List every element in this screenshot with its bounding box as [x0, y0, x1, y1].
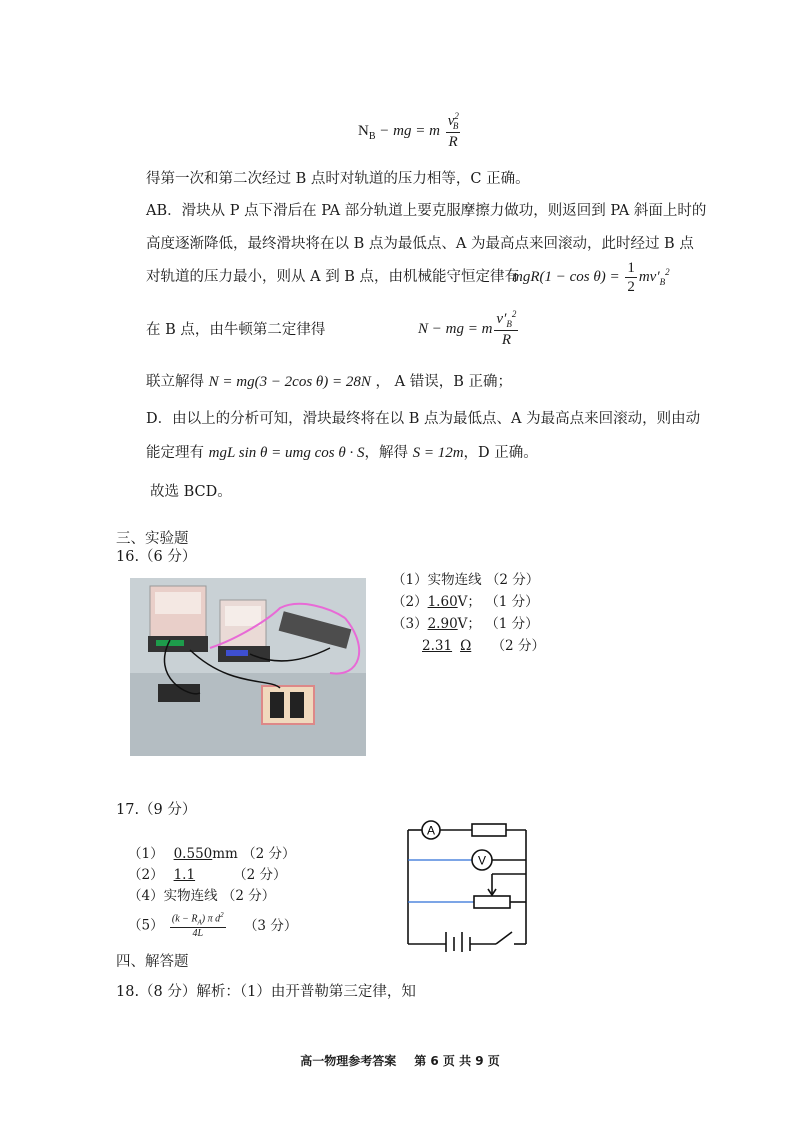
q17-answer-1: （1） 0.550mm （2 分）	[128, 846, 296, 862]
q17-answer-2: （2） 1.1 （2 分）	[128, 867, 287, 883]
section-3-heading: 三、实验题	[116, 531, 189, 547]
q16-answer-2: （2）1.60V； （1 分）	[392, 594, 539, 610]
line-9: 故选 BCD。	[150, 484, 232, 500]
q17-title: 17.（9 分）	[116, 802, 197, 818]
voltmeter-label: V	[477, 853, 487, 868]
line-8: 能定理有 mgL sin θ = umg cos θ · S，解得 S = 12m，D 正确。	[146, 445, 538, 461]
page-footer: 高一物理参考答案 第 6 页 共 9 页	[300, 1054, 500, 1068]
q16-answer-3: （3）2.90V； （1 分）	[392, 616, 539, 632]
ammeter-label: A	[426, 823, 436, 838]
section-4-heading: 四、解答题	[116, 954, 189, 970]
q16-answer-1: （1）实物连线 （2 分）	[392, 572, 540, 588]
line-7: D．由以上的分析可知，滑块最终将在以 B 点为最低点、A 为最高点来回滚动，则由动	[146, 411, 701, 427]
line-4: 对轨道的压力最小，则从 A 到 B 点，由机械能守恒定律有	[146, 269, 520, 285]
experiment-photo	[130, 578, 366, 756]
circuit-diagram	[400, 816, 536, 952]
q16-answer-4: 2.31 Ω （2 分）	[422, 638, 545, 654]
line-2: AB．滑块从 P 点下滑后在 PA 部分轨道上要克服摩擦力做功，则返回到 PA 斜面上时的	[146, 203, 707, 219]
line-1: 得第一次和第二次经过 B 点时对轨道的压力相等，C 正确。	[146, 171, 530, 187]
equation-top: $N_B$ − mg = m $\frac{v^2_B}{R}$	[358, 111, 459, 150]
equation-energy: mgR(1 − cos θ) = $\frac{1}{2}$ $mv'_B^2$	[512, 260, 670, 295]
q17-answer-4: （4）实物连线 （2 分）	[128, 888, 276, 904]
line-6: 联立解得 N = mg(3 − 2cos θ) = 28N ， A 错误，B 正确；	[146, 374, 512, 390]
q18-text: 18.（8 分）解析：（1）由开普勒第三定律，知	[116, 984, 416, 1000]
line-3: 高度逐渐降低，最终滑块将在以 B 点为最低点、A 为最高点来回滚动，此时经过 B 点	[146, 236, 694, 252]
line-5: 在 B 点，由牛顿第二定律得	[146, 322, 326, 338]
q17-answer-5: （5） $\frac{(k - R_A) \pi d^2}{4L}$ （3 分）	[128, 911, 298, 940]
q16-title: 16.（6 分）	[116, 549, 197, 565]
equation-newton: N − mg = m $\frac{v'_B^2}{R}$	[418, 309, 517, 348]
